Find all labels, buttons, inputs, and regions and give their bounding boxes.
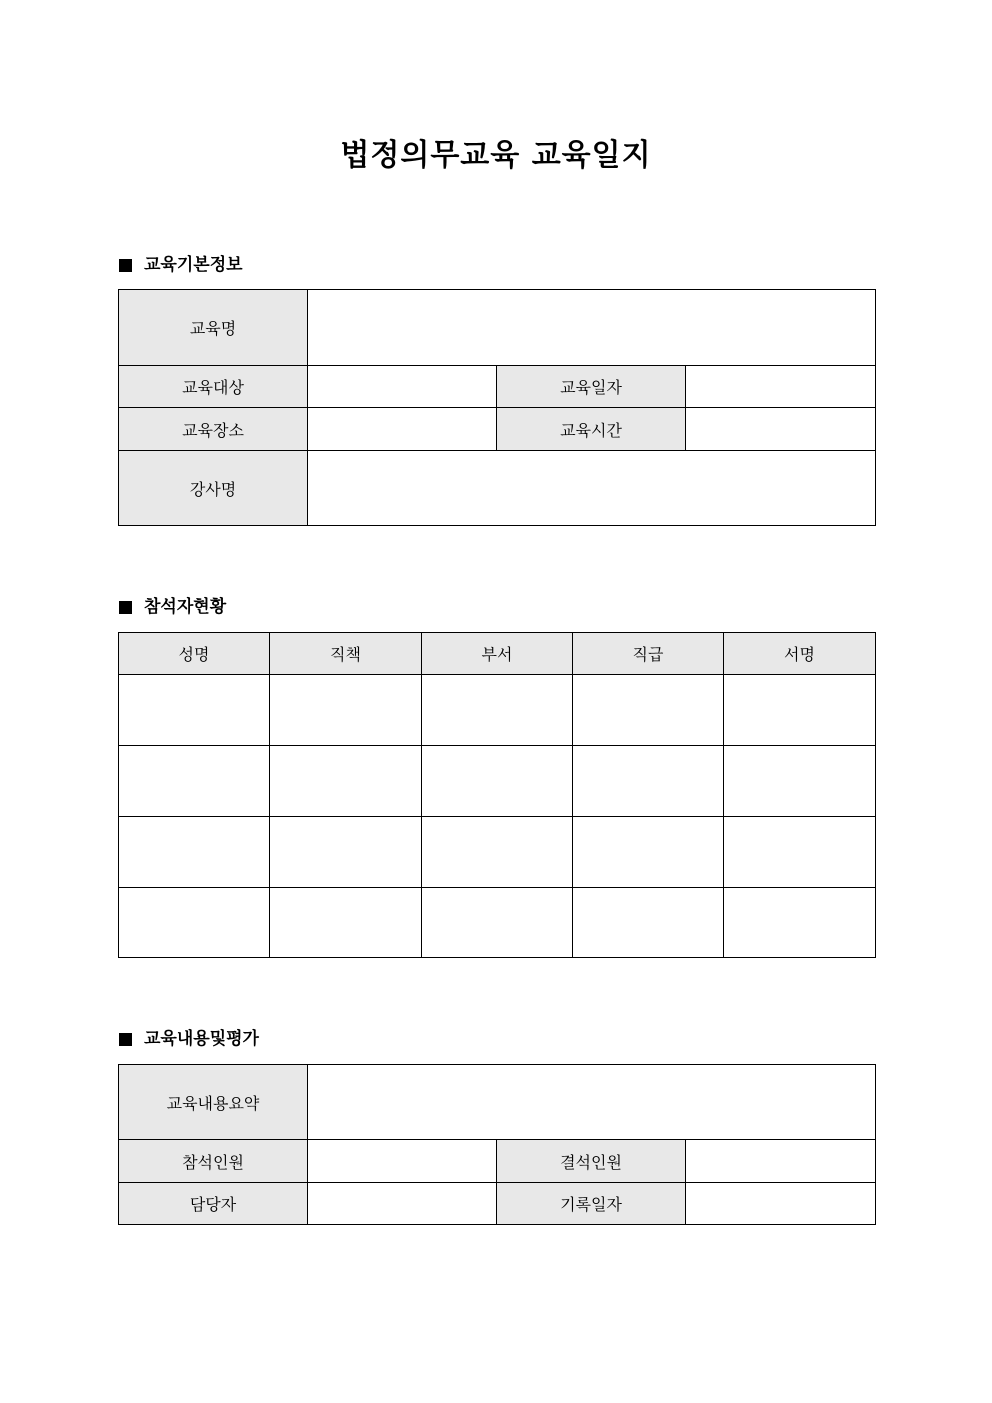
- section-heading-label: 교육내용및평가: [144, 1029, 259, 1049]
- rank-cell[interactable]: [573, 675, 724, 746]
- present-label: 참석인원: [119, 1140, 308, 1183]
- signature-cell[interactable]: [724, 817, 876, 888]
- column-header-rank: 직급: [573, 633, 724, 675]
- department-cell[interactable]: [422, 746, 573, 817]
- rank-cell[interactable]: [573, 746, 724, 817]
- column-header-department: 부서: [422, 633, 573, 675]
- position-cell[interactable]: [270, 675, 422, 746]
- section-heading-basic-info: [119, 254, 243, 276]
- section-heading-label: 참석자현황: [144, 597, 227, 617]
- time-field[interactable]: [686, 408, 876, 451]
- section-heading-content-eval: [119, 1028, 259, 1050]
- course-name-field[interactable]: [308, 290, 876, 366]
- course-name-label: 교육명: [119, 290, 308, 366]
- department-cell[interactable]: [422, 817, 573, 888]
- department-cell[interactable]: [422, 888, 573, 958]
- position-cell[interactable]: [270, 746, 422, 817]
- department-cell[interactable]: [422, 675, 573, 746]
- signature-cell[interactable]: [724, 888, 876, 958]
- name-cell[interactable]: [119, 675, 270, 746]
- summary-field[interactable]: [308, 1065, 876, 1140]
- rank-cell[interactable]: [573, 817, 724, 888]
- attendance-table: [118, 632, 876, 958]
- place-field[interactable]: [308, 408, 497, 451]
- manager-field[interactable]: [308, 1183, 497, 1225]
- square-bullet-icon: [119, 1033, 132, 1046]
- name-cell[interactable]: [119, 817, 270, 888]
- target-field[interactable]: [308, 366, 497, 408]
- attendance-header-row: [119, 633, 876, 675]
- content-eval-table: [118, 1064, 876, 1225]
- table-row: [119, 675, 876, 746]
- summary-label: 교육내용요약: [119, 1065, 308, 1140]
- absent-field[interactable]: [686, 1140, 876, 1183]
- rank-cell[interactable]: [573, 888, 724, 958]
- column-header-signature: 서명: [724, 633, 876, 675]
- table-row: [119, 746, 876, 817]
- name-cell[interactable]: [119, 746, 270, 817]
- record-date-label: 기록일자: [497, 1183, 686, 1225]
- target-label: 교육대상: [119, 366, 308, 408]
- present-field[interactable]: [308, 1140, 497, 1183]
- instructor-field[interactable]: [308, 451, 876, 526]
- square-bullet-icon: [119, 601, 132, 614]
- date-field[interactable]: [686, 366, 876, 408]
- signature-cell[interactable]: [724, 746, 876, 817]
- record-date-field[interactable]: [686, 1183, 876, 1225]
- column-header-name: 성명: [119, 633, 270, 675]
- column-header-position: 직책: [270, 633, 422, 675]
- signature-cell[interactable]: [724, 675, 876, 746]
- position-cell[interactable]: [270, 888, 422, 958]
- table-row: [119, 817, 876, 888]
- table-row: [119, 888, 876, 958]
- document-title: 법정의무교육 교육일지: [340, 138, 652, 173]
- absent-label: 결석인원: [497, 1140, 686, 1183]
- square-bullet-icon: [119, 259, 132, 272]
- time-label: 교육시간: [497, 408, 686, 451]
- basic-info-table: [118, 289, 876, 526]
- position-cell[interactable]: [270, 817, 422, 888]
- section-heading-attendance: [119, 596, 226, 618]
- date-label: 교육일자: [497, 366, 686, 408]
- manager-label: 담당자: [119, 1183, 308, 1225]
- section-heading-label: 교육기본정보: [144, 255, 243, 275]
- instructor-label: 강사명: [119, 451, 308, 526]
- name-cell[interactable]: [119, 888, 270, 958]
- place-label: 교육장소: [119, 408, 308, 451]
